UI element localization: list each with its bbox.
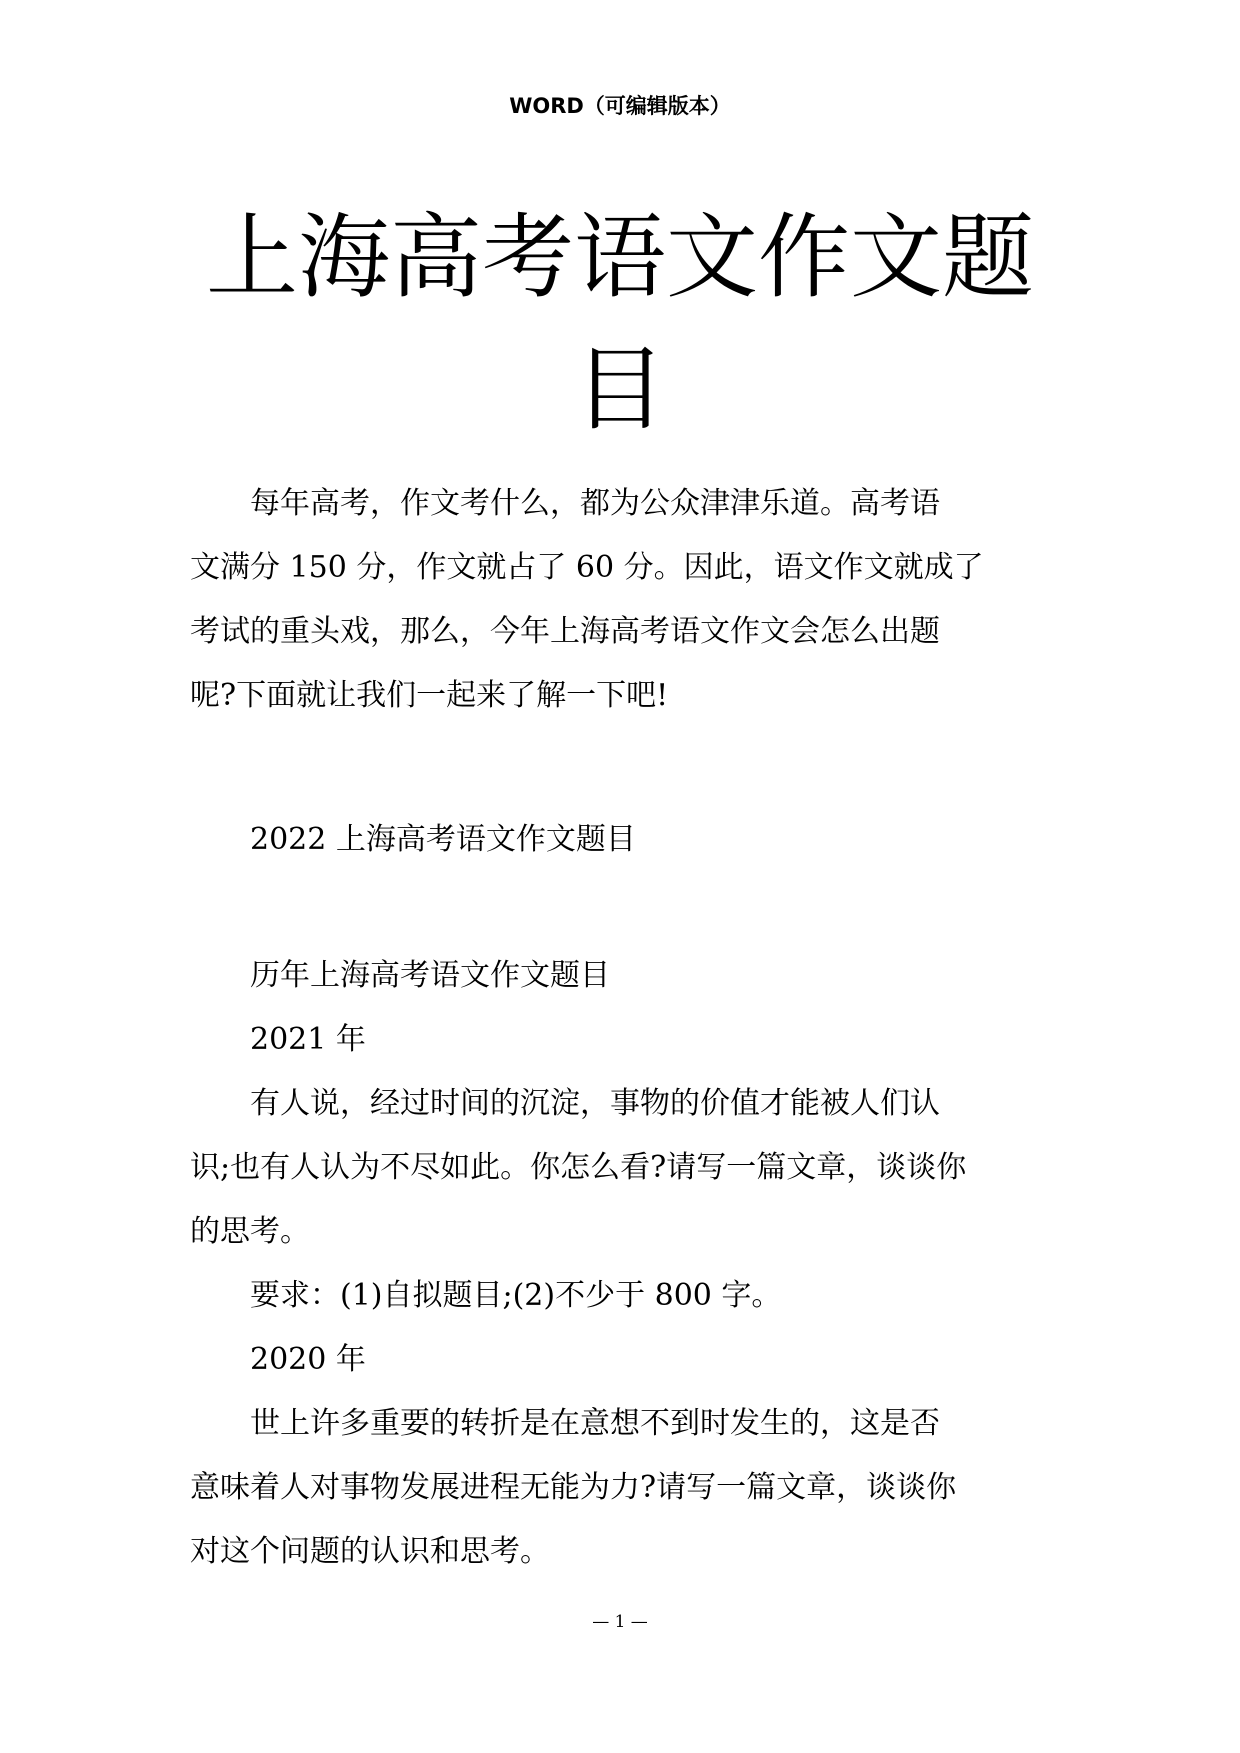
section-heading-history: 历年上海高考语文作文题目: [190, 958, 610, 993]
prompt-2020-line: 对这个问题的认识和思考。: [190, 1534, 550, 1569]
document-title-line-1: 上海高考语文作文题: [205, 204, 1034, 311]
document-header: WORD（可编辑版本）: [509, 94, 731, 118]
document-title-line-2: 目: [573, 336, 666, 443]
intro-line: 每年高考，作文考什么，都为公众津津乐道。高考语: [190, 486, 940, 521]
intro-line: 考试的重头戏，那么，今年上海高考语文作文会怎么出题: [190, 614, 940, 649]
prompt-2021-line: 有人说，经过时间的沉淀，事物的价值才能被人们认: [190, 1086, 940, 1121]
page-number: — 1 —: [592, 1612, 648, 1632]
year-heading-2020: 2020 年: [190, 1342, 366, 1377]
intro-line: 呢?下面就让我们一起来了解一下吧!: [190, 678, 669, 713]
section-heading-2022: 2022 上海高考语文作文题目: [190, 822, 636, 857]
prompt-2020-line: 意味着人对事物发展进程无能为力?请写一篇文章，谈谈你: [190, 1470, 957, 1505]
prompt-2020-line: 世上许多重要的转折是在意想不到时发生的，这是否: [190, 1406, 940, 1441]
prompt-2021-line: 的思考。: [190, 1214, 310, 1249]
prompt-2021-line: 识;也有人认为不尽如此。你怎么看?请写一篇文章，谈谈你: [190, 1150, 967, 1185]
requirement-2021: 要求：(1)自拟题目;(2)不少于 800 字。: [190, 1278, 782, 1313]
year-heading-2021: 2021 年: [190, 1022, 366, 1057]
intro-line: 文满分 150 分，作文就占了 60 分。因此，语文作文就成了: [190, 550, 984, 585]
